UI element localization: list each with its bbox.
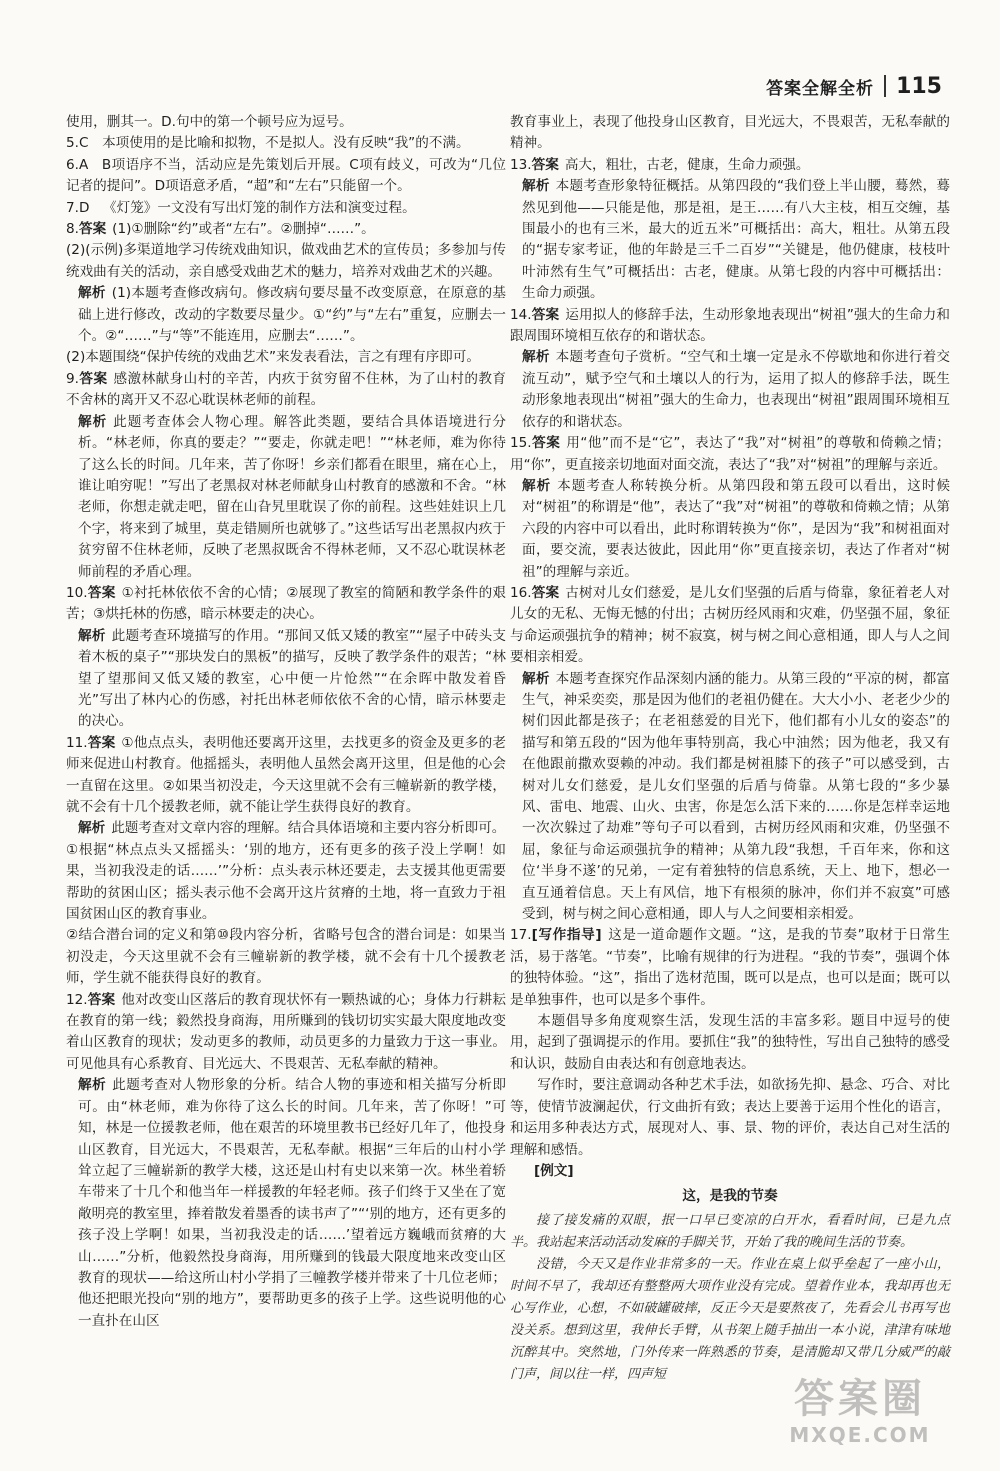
answer-item <box>510 583 950 669</box>
paragraph-text: 本项使用的是比喻和拟物，不是拟人。没有反映“我”的不满。 <box>102 135 470 152</box>
answer-item <box>66 155 506 198</box>
essay-paragraph <box>510 1210 950 1254</box>
text-paragraph <box>66 925 506 989</box>
page-number: 115 <box>896 73 942 99</box>
question-number: 14. <box>510 306 532 323</box>
paragraph-text: 本题考查人称转换分析。从第四段和第五段可以看出，这时候对“树祖”的称谓是“他”，表达了“我”对“树祖”的尊敬和倚赖之情；从第六段的内容中可以看出，此时称谓转换为“你”，是因为“我”和树祖面对面，要交流，要表达彼此，因此用“你”更直接亲切，表达了作者对“树祖”的理解与亲近。 <box>522 477 950 580</box>
analysis-paragraph <box>510 176 950 304</box>
question-number: 11. <box>66 734 88 751</box>
answer-tag: 答案 <box>78 221 107 238</box>
question-number: 16. <box>510 584 532 601</box>
answer-tag: 答案 <box>531 306 560 323</box>
paragraph-text: 古树对儿女们慈爱，是儿女们坚强的后盾与倚靠，象征着老人对儿女的无私、无悔无憾的付出；古树历经风雨和灾难，仍坚强不屈，象征与命运顽强抗争的精神；树不寂寞，树与树之间心意相通，即人与人之间要相亲相爱。 <box>510 584 951 666</box>
paragraph-text: 感激林献身山村的辛苦，内疚于贫穷留不住林，为了山村的教育不舍林的离开又不忍心耽误林老师的前程。 <box>66 370 507 409</box>
paragraph-text: ②结合潜台词的定义和第⑩段内容分析，省略号包含的潜台词是：如果当初没走，今天这里就不会有三幢崭新的教学楼，就不会有十几个援教老师，学生就不能获得良好的教育。 <box>66 927 506 987</box>
example-label <box>510 1161 950 1182</box>
paragraph-text: 本题倡导多角度观察生活，发现生活的丰富多彩。题目中逗号的使用，起到了强调提示的作用。要抓住“我”的独特性，写出自己独特的感受和认识，鼓励自由表达和有创意地表达。 <box>510 1013 950 1072</box>
question-number: 9. <box>66 370 79 387</box>
question-number: 12. <box>66 991 88 1008</box>
essay-paragraph <box>510 1254 950 1386</box>
paragraph-text: 此题考查环境描写的作用。“那间又低又矮的教室”“屋子中砖头支着木板的桌子”“那块发白的黑板”的描写，反映了教学条件的艰苦；“林望了望那间又低又矮的教室，心中便一片怆然”“在余晖中散发着昏光”写出了林内心的伤感，衬托出林老师依依不舍的心情，暗示林要走的决心。 <box>78 627 506 730</box>
question-number: 5.C <box>66 135 89 152</box>
watermark-main-text: 答案圈 <box>794 1376 926 1422</box>
analysis-tag: 解析 <box>78 820 106 837</box>
paragraph-text: 本题考查探究作品深刻内涵的能力。从第三段的“平凉的树，都富生气，神采奕奕，那是因为他们的老祖仍健在。大大小小、老老少少的树们因此都是孩子；在老祖慈爱的目光下，他们都有小儿女的姿态”的描写和第五段的“因为他年事特别高，我心中油然；因为他老，我又有在他跟前撒欢耍赖的冲动。我们都是树祖膝下的孩子”可以感受到，古树对儿女们慈爱，是儿女们坚强的后盾与倚靠。从第七段的“多少暴风、雷电、地震、山火、虫害，你是怎么活下来的……你是怎样幸运地一次次躲过了劫难”等句子可以看到，古树历经风雨和灾难，仍坚强不屈，象征与命运顽强抗争的精神；从第九段“我想，千百年来，你和这位‘半身不遂’的兄弟，一定有着独特的信息系统，天上、地下，想必一直互通着信息。天上有风信，地下有根须的脉冲，你们并不寂寞”可感受到，树与树之间心意相通，即人与人之间要相亲相爱。 <box>522 670 951 923</box>
paragraph-text: (2)本题围绕“保护传统的戏曲艺术”来发表看法，言之有理有序即可。 <box>66 349 480 366</box>
paragraph-text: 《灯笼》一文没有写出灯笼的制作方法和演变过程。 <box>103 199 416 216</box>
text-paragraph <box>66 112 506 133</box>
analysis-paragraph <box>66 818 506 839</box>
paragraph-text: ①衬托林依依不舍的心情；②展现了教室的简陋和教学条件的艰苦；③烘托林的伤感，暗示林要走的决心。 <box>66 584 507 623</box>
paragraph-text: 此题考查体会人物心理。解答此类题，要结合具体语境进行分析。“林老师，你真的要走？”“要走，你就走吧！”“林老师，难为你待了这么长的时间。几年来，苦了你呀！乡亲们都看在眼里，痛在心上，谁让咱穷呢！”写出了老黑叔对林老师献身山村教育的感激和不舍。“林老师，你想走就走吧，留在山旮旯里耽误了你的前程。这些娃娃识上几个字，将来到了城里，莫走错厕所也就够了。”这些话写出老黑叔内疚于贫穷留不住林老师，反映了老黑叔既舍不得林老师，又不忍心耽误林老师前程的矛盾心理。 <box>78 413 506 580</box>
paragraph-text: (2)(示例)多渠道地学习传统戏曲知识，做戏曲艺术的宣传员；多参加与传统戏曲有关的活动，亲自感受戏曲艺术的魅力，培养对戏曲艺术的兴趣。 <box>66 242 506 280</box>
paragraph-text: 写作时，要注意调动各种艺术手法，如欲扬先抑、悬念、巧合、对比等，使情节波澜起伏，行文曲折有致；表达上要善于运用个性化的语言，和运用多种表达方式，展现对人、事、景、物的评价，表达自己对生活的理解和感悟。 <box>510 1077 950 1158</box>
analysis-tag: 解析 <box>522 670 550 687</box>
answer-item <box>66 219 506 240</box>
analysis-paragraph <box>66 412 506 583</box>
header-title: 答案全解全析 <box>766 78 875 99</box>
guidance-paragraph <box>510 1011 950 1075</box>
paragraph-text: ①根据“林点点头又摇摇头：‘别的地方，还有更多的孩子没上学啊！如果，当初我没走的话……’”分析：点头表示林还要走，去支援其他更需要帮助的贫困山区；摇头表示他不会离开这片贫瘠的土地，将一直致力于祖国贫困山区的教育事业。 <box>66 841 506 923</box>
paragraph-text: 本题考查句子赏析。“空气和土壤一定是永不停歇地和你进行着交流互动”，赋予空气和土壤以人的行为，运用了拟人的修辞手法，既生动形象地表现出“树祖”强大的生命力，也表现出“树祖”跟周围环境相互依存的和谐状态。 <box>522 349 951 430</box>
text-paragraph <box>66 347 506 368</box>
text-paragraph <box>66 840 506 926</box>
question-number: 8. <box>66 221 79 238</box>
analysis-tag: 解析 <box>522 178 550 195</box>
example-title <box>510 1186 950 1207</box>
text-paragraph <box>510 112 950 155</box>
question-number: 6.A <box>66 156 89 173</box>
paragraph-text: 这是一道命题作文题。“这，是我的节奏”取材于日常生活，易于落笔。“节奏”，比喻有规律的行为进程。“我的节奏”，强调个体的独特体验。“这”，指出了选材范围，既可以是点，也可以是面；既可以是单独事件，也可以是多个事件。 <box>510 927 950 1008</box>
paragraph-text: B项语序不当，活动应是先策划后开展。C项有歧义，可改为“几位记者的提问”。D项语意矛盾，“超”和“左右”只能留一个。 <box>66 156 506 195</box>
answer-tag: 答案 <box>531 435 561 452</box>
page-header <box>766 70 942 102</box>
text-paragraph <box>66 240 506 283</box>
paragraph-text: 使用，删其一。D.句中的第一个顿号应为逗号。 <box>66 114 353 130</box>
analysis-paragraph <box>510 347 950 433</box>
analysis-paragraph <box>510 669 950 926</box>
answer-item <box>510 433 950 476</box>
left-column <box>66 112 506 1332</box>
watermark-logo <box>760 1375 960 1455</box>
paragraph-text: 运用拟人的修辞手法，生动形象地表现出“树祖”强大的生命力和跟周围环境相互依存的和谐状态。 <box>510 306 951 345</box>
analysis-tag: 解析 <box>78 1077 107 1094</box>
answer-tag: 答案 <box>531 156 559 173</box>
right-column <box>510 112 950 1386</box>
paragraph-text: 接了接发痛的双眼，抿一口早已变凉的白开水，看看时间，已是九点半。我站起来活动活动发麻的手脚关节，开始了我的晚间生活的节奏。 <box>510 1212 950 1250</box>
question-number: 7.D <box>66 199 90 216</box>
analysis-paragraph <box>66 1075 506 1332</box>
answer-item <box>66 369 506 412</box>
paragraph-text: 高大，粗壮，古老，健康，生命力顽强。 <box>564 156 810 173</box>
answer-item <box>66 990 506 1076</box>
analysis-paragraph <box>66 283 506 347</box>
watermark-sub-text: MXQE.COM <box>789 1423 931 1447</box>
question-number: 15. <box>510 435 532 452</box>
analysis-tag: 解析 <box>522 349 550 366</box>
answer-tag: 答案 <box>78 370 108 387</box>
paragraph-text: 教育事业上，表现了他投身山区教育，目光远大，不畏艰苦，无私奉献的精神。 <box>510 114 950 152</box>
paragraph-text: 他对改变山区落后的教育现状怀有一颗热诚的心；身体力行耕耘在教育的第一线；毅然投身商海，用所赚到的钱切切实实最大限度地改变着山区教育的现状；发动更多的教师，动员更多的力量致力于这一事业。可见他具有心系教育、目光远大、不畏艰苦、无私奉献的精神。 <box>66 991 507 1072</box>
paragraph-text: (1)①删除“约”或者“左右”。②删掉“……”。 <box>112 221 375 238</box>
analysis-tag: 解析 <box>522 477 552 494</box>
answer-item <box>66 733 506 819</box>
paragraph-text: 此题考查对文章内容的理解。结合具体语境和主要内容分析即可。 <box>111 820 506 837</box>
guidance-paragraph <box>510 1075 950 1161</box>
answer-tag: [写作指导] <box>531 927 602 944</box>
answer-item <box>510 305 950 348</box>
analysis-paragraph <box>510 476 950 583</box>
answer-tag: 答案 <box>87 734 116 751</box>
paragraph-text: 这，是我的节奏 <box>682 1188 778 1205</box>
answer-tag: 答案 <box>87 584 116 601</box>
answer-item <box>66 198 506 219</box>
answer-item <box>510 155 950 176</box>
answer-tag: 答案 <box>531 584 560 601</box>
analysis-paragraph <box>66 626 506 733</box>
answer-item <box>66 583 506 626</box>
paragraph-text: 没错，今天又是作业非常多的一天。作业在桌上似乎垒起了一座小山，时间不早了，我却还有整整两大项作业没有完成。望着作业本，我却再也无心写作业，心想，不如破罐破摔，反正今天是要熬夜了，先看会儿书再写也没关系。想到这里，我伸长手臂，从书架上随手抽出一本小说，津津有味地沉醉其中。突然地，门外传来一阵熟悉的节奏，是清脆却又带几分威严的敲门声，间以往一样，四声短 <box>510 1256 950 1382</box>
analysis-tag: 解析 <box>78 627 106 644</box>
paragraph-text: 此题考查对人物形象的分析。结合人物的事迹和相关描写分析即可。由“林老师，难为你待了这么长的时间。几年来，苦了你呀！”可知，林是一位援教老师，他在艰苦的环境里教书已经好几年了，他投身山区教育，目光远大，不畏艰苦，无私奉献。根据“三年后的山村小学耸立起了三幢崭新的教学大楼，这还是山村有史以来第一次。林坐着轿车带来了十几个和他当年一样援教的年轻老师。孩子们终于又坐在了宽敞明亮的教室里，捧着散发着墨香的读书声了”“‘别的地方，还有更多的孩子没上学啊！如果，当初我没走的话……’望着远方巍峨而贫瘠的大山……”分析，他毅然投身商海，用所赚到的钱最大限度地来改变山区教育的现状——给这所山村小学捐了三幢教学楼并带来了十几位老师；他还把眼光投向“别的地方”，要帮助更多的孩子上学。这些说明他的心一直扑在山区 <box>78 1077 507 1329</box>
analysis-tag: 解析 <box>78 413 108 430</box>
paragraph-text: ①他点点头，表明他还要离开这里，去找更多的资金及更多的老师来促进山村教育。他摇摇头，表明他人虽然会离开这里，但是他的心会一直留在这里。②如果当初没走，今天这里就不会有三幢崭新的教学楼，就不会有十几个援教老师，就不能让学生获得良好的教育。 <box>66 734 507 815</box>
paragraph-text: 用“他”而不是“它”，表达了“我”对“树祖”的尊敬和倚赖之情；用“你”，更直接亲切地面对面交流，表达了“我”对“树祖”的理解与亲近。 <box>510 435 951 473</box>
question-number: 17. <box>510 927 532 944</box>
header-divider <box>884 75 886 97</box>
paragraph-text: 本题考查形象特征概括。从第四段的“我们登上半山腰，蓦然，蓦然见到他——只能是他，那是祖，是王……有八大主枝，相互交缠，基围最小的也有三米，最大的近五米”可概括出：高大，粗壮。从第五段的“据专家考证，他的年龄是三千二百岁”“关键是，他仍健康，枝枝叶叶沛然有生气”可概括出：古老，健康。从第七段的内容中可概括出：生命力顽强。 <box>522 178 951 302</box>
question-number: 10. <box>66 584 88 601</box>
paragraph-text: [例文] <box>534 1162 574 1179</box>
analysis-tag: 解析 <box>78 285 106 302</box>
answer-tag: 答案 <box>87 991 116 1008</box>
answer-item <box>510 925 950 1011</box>
paragraph-text: (1)本题考查修改病句。修改病句要尽量不改变原意，在原意的基础上进行修改，改动的字数要尽量少。①“约”与“左右”重复，应删去一个。②“……”与“等”不能连用，应删去“……”。 <box>78 285 506 345</box>
answer-item <box>66 133 506 154</box>
question-number: 13. <box>510 156 532 173</box>
